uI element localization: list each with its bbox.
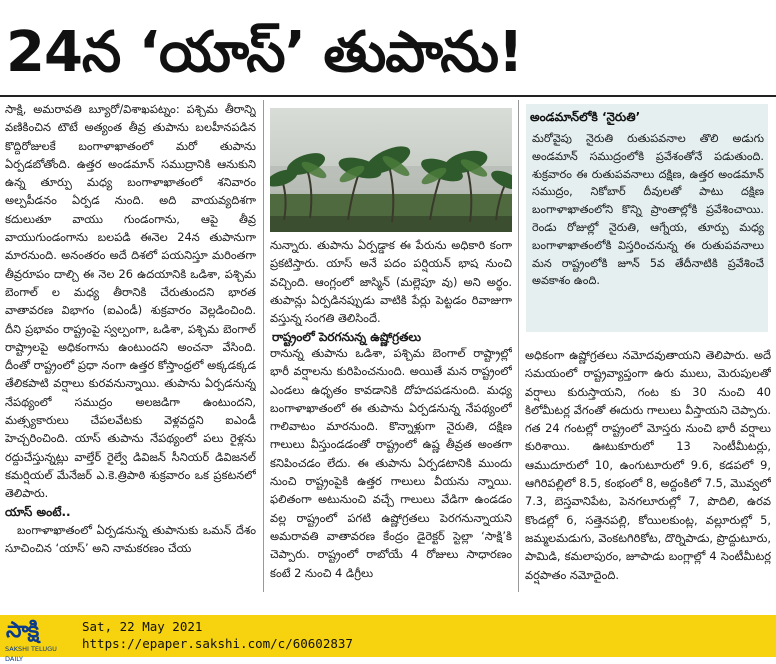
monsoon-sidebar-text: మరోవైపు నైరుతి రుతుపవనాల తొలి అడుగు అండమాన్ సముద్రంలోకి ప్రవేశంతోనే పడుతుంది. శుక్రవారం ఈ రుతుపవనాలు దక్షిణ, ఉత్తర అండమాన్ సముద్రం, నికోబార్ దీవులతో పాటు దక్షిణ బంగాళాఖాతంలోని కొన్ని ప్రాంతాల్లోకి ప్రవేశించాయి. రెండు రోజుల్లో నైరుతి, ఆగ్నేయ, తూర్పు మధ్య బంగాళాఖాతంలోకి విస్తరించనున్న ఈ రుతుపవనాలు మన రాష్ట్రంలోకి జూన్ 5వ తేదీనాటికి ప్రవేశించే అవకాశం ఉంది. — [532, 132, 764, 288]
palm-trees-storm-icon — [270, 108, 512, 232]
rainfall-story — [525, 346, 771, 590]
sakshi-logo-subtitle: SAKSHI TELUGU DAILY — [5, 645, 57, 663]
temperature-story-text: రానున్న తుపాను ఒడిశా, పశ్చిమ బెంగాల్ రాష్ట్రాల్లో భారీ వర్షాలను కురిపించనుంది. అయితే మన రాష్ట్రంలో ఎండలు ఉధృతం కావడానికి దోహదపడనుంది. మధ్య బంగాళాఖాతంలో ఈ తుపాను ఏర్పడనున్న నేపథ్యంలో గాలివాటం మారనుంది. కొన్నాళ్లుగా నైరుతి, దక్షిణ గాలులు వీస్తుండడంతో రాష్ట్రంలో ఉష్ణ తీవ్రత అంతగా కనిపించడం లేదు. ఈ తుపాను ఏర్పడటానికి ముందు నుంచి రాష్ట్రంపైకి ఉత్తర గాలులు వీయను న్నాయి. ఫలితంగా అటునుంచి వచ్చే గాలులు వేడిగా ఉండడం వల్ల రాష్ట్రంలో పగటి ఉష్ణోగ్రతలు పెరగనున్నాయని అమరావతి వాతావరణ కేంద్రం డైరెక్టర్ స్టెల్లా ‘సాక్షి’కి చెప్పారు. రాష్ట్రంలో రాబోయే 4 రోజులు సాధారణం కంటే 2 నుంచి 4 డిగ్రీలు — [270, 346, 512, 580]
main-story-subheading: యాస్ అంటే.. — [5, 504, 71, 519]
column-divider — [518, 100, 519, 592]
yaas-meaning-text: నున్నారు. తుపాను ఏర్పడ్డాక ఈ పేరును అధికారి కంగా ప్రకటిస్తారు. యాస్ అనే పదం పర్షియన్ భాష నుంచి వచ్చింది. ఆంగ్లంలో జాస్మిన్ (మల్లెపూ వు) అని అర్థం. తుపాన్లు ఏర్పడినప్పుడు వాటికి పేర్లు పెట్టడం రివాజుగా వస్తున్న సంగతి తెలిసిందే. — [270, 238, 512, 326]
main-story-lead: సాక్షి, అమరావతి బ్యూరో/విశాఖపట్నం: పశ్చిమ తీరాన్ని వణికించిన టౌటే అత్యంత తీవ్ర తుపాను బలహీనపడిన కొద్దిరోజులకే బంగాళాఖాతంలో మరో తుపాను ఏర్పడబోతోంది. ఉత్తర అండమాన్ సముద్రానికి ఆనుకుని ఉన్న తూర్పు మధ్య బంగాళాఖాతంలో శనివారం అల్పపీడనం ఏర్పడ నుంది. అది వాయవ్యదిశగా కదులుతూ వాయు గుండంగాను, ఆపై తీవ్ర వాయుగుండంగాను బలపడి ఈనెల 24న తుపానుగా మారనుంది. అనంతరం అదే దిశలో పయనిస్తూ మరింతగా తీవ్రరూపం దాల్చి ఈ నెల 26 ఉదయానికి ఒడిశా, పశ్చిమ బెంగాల్ ల మధ్య తీరానికి చేరుతుందని భారత వాతావరణ విభాగం (ఐఎండీ) శుక్రవారం వెల్లడించింది. దీని ప్రభావం రాష్ట్రంపై స్వల్పంగా, ఒడిశా, పశ్చిమ బెంగాల్ రాష్ట్రాలపై అధికంగాను ఉంటుందని అంచనా వేసింది. దీంతో రాష్ట్రంలో ప్రధా నంగా ఉత్తర కోస్తాంధ్రలో అక్కడక్కడ తేలికపాటి వర్షాలు కురవనున్నాయి. తుపాను ఏర్పడనున్న నేపథ్యంలో సముద్రం అలజడిగా ఉంటుందని, మత్స్యకారులు చేపలవేటకు వెళ్లవద్దని ఐఎండీ హెచ్చరించింది. యాస్ తుపాను నేపథ్యంలో పలు రైళ్లను రద్దుచేస్తున్నట్లు వాల్తేర్ రైల్వే డివిజన్ సీనియర్ డివిజనల్ కమర్షియల్ మేనేజర్ ఎ.కె.త్రిపాఠి శుక్రవారం ఒక ప్రకటనలో తెలిపారు. — [5, 102, 256, 501]
cyclone-photo — [270, 108, 512, 232]
edition-date: Sat, 22 May 2021 — [82, 619, 203, 634]
epaper-link[interactable]: https://epaper.sakshi.com/c/60602837 — [82, 636, 353, 651]
temperature-story — [270, 344, 512, 590]
headline: 24న ‘యాస్’ తుపాను! — [6, 20, 523, 85]
sakshi-logo: సాక్షి — [6, 618, 39, 643]
yaas-meaning-continuation — [270, 236, 512, 328]
column-divider — [263, 100, 264, 592]
main-story-column — [5, 100, 256, 588]
monsoon-sidebar-title: అండమాన్‌లోకి ‘నైరుతి’ — [530, 110, 641, 124]
temperature-subheading: రాష్ట్రంలో పెరగనున్న ఉష్ణోగ్రతలు — [272, 330, 422, 344]
rainfall-story-text: అధికంగా ఉష్ణోగ్రతలు నమోదవుతాయని తెలిపారు. అదే సమయంలో రాష్ట్రవ్యాప్తంగా ఉరు ములు, మెరుపులతో వర్షాలు కురుస్తాయని, గంట కు 30 నుంచి 40 కిలోమీటర్ల వేగంతో ఈదురు గాలులు వీస్తాయని చెప్పారు. గత 24 గంటల్లో రాష్ట్రంలో మోస్తరు నుంచి భారీ వర్షాలు కురిశాయి. ఊటుకూరులో 13 సెంటీమీటర్లు, ఆముదూరులో 10, ఉంగుటూరులో 9.6, కడపలో 9, ఆగిరిపల్లిలో 8.5, కంభంలో 8, అద్దంకిలో 7.5, మొవ్వలో 7.3, బెస్తవానిపేట, పెనగలూరుల్లో 7, పొదిలి, ఉరవ కొండల్లో 6, సత్తెనపల్లి, కోయిలకుంట్ల, వల్లూరుల్లో 5, జమ్మలమడుగు, వెంకటగిరికోట, దొర్నిపాడు, ప్రొద్దుటూరు, పామిడి, కమలాపురం, జూపాడు బంగ్లాల్లో 4 సెంటీమీటర్ల వర్షపాతం నమోదైంది. — [525, 348, 771, 582]
headline-rule — [0, 95, 776, 97]
main-story-continuation: బంగాళాఖాతంలో ఏర్పడనున్న తుపానుకు ఒమన్ దేశం సూచించిన ‘యాస్’ అని నామకరణం చేయ — [5, 522, 256, 556]
